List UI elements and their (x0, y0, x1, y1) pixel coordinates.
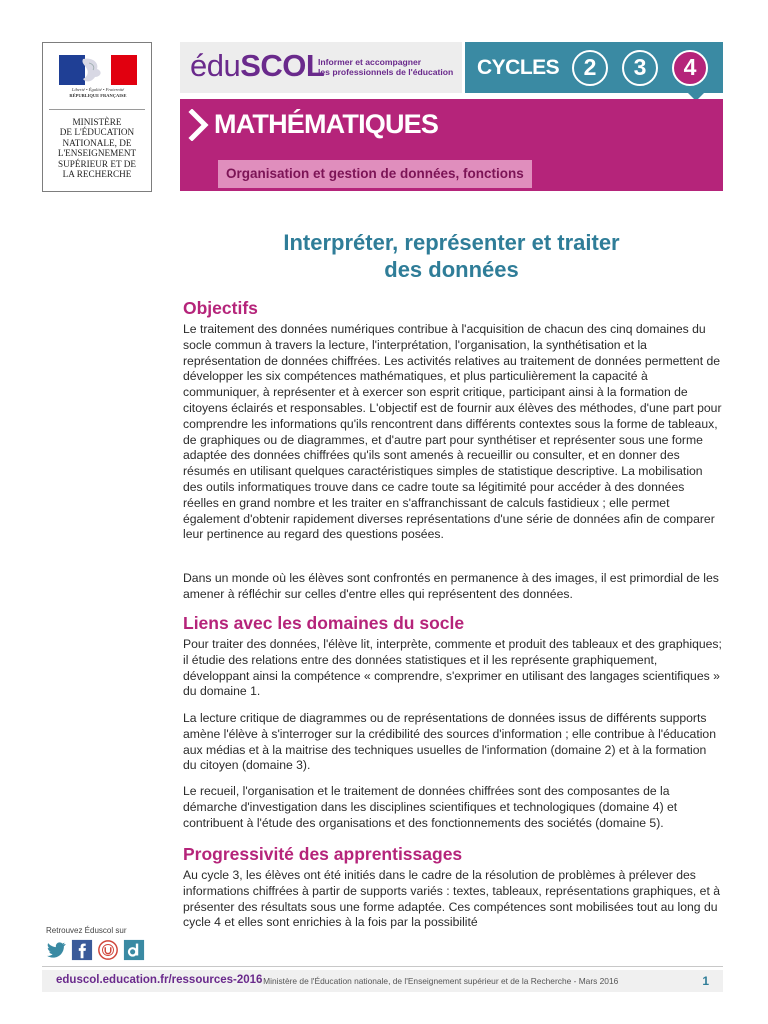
twitter-icon[interactable] (45, 939, 67, 961)
eduscol-tagline-line: les professionnels de l'éducation (318, 67, 454, 77)
ministry-line: DE L'ÉDUCATION (59, 127, 135, 138)
page-title (180, 229, 723, 283)
subject-band (180, 99, 723, 191)
cycle-2-badge: 2 (572, 50, 608, 86)
cycles-label: CYCLES (477, 56, 560, 79)
page-title-line: Interpréter, représenter et traiter (283, 230, 620, 255)
ministry-line: LA RECHERCHE (62, 169, 132, 180)
section-heading-progressivite: Progressivité des apprentissages (183, 844, 463, 864)
dailymotion-icon[interactable] (123, 939, 145, 961)
ministry-line: SUPÉRIEUR ET DE (58, 158, 136, 169)
footer-divider (42, 966, 723, 967)
page-title-line: des données (384, 257, 519, 282)
ministry-name (47, 117, 147, 179)
theme-label: Organisation et gestion de données, fonctions (218, 160, 532, 188)
ministry-logo (42, 42, 152, 192)
footer-link[interactable]: eduscol.education.fr/ressources-2016 (56, 974, 263, 986)
marianne-logo (59, 55, 137, 101)
logo-divider (49, 109, 145, 110)
social-label: Retrouvez Éduscol sur (46, 926, 127, 935)
marianne-flag-icon (59, 55, 137, 85)
paragraph: La lecture critique de diagrammes ou de représentations de données issus de différents supports amène l'élève à s'interroger sur la crédibilité des sources d'information ; elle contribue à l'éducation aux médias et à la maitrise des techniques usuelles de l'information (domaine 2) et à la formation du citoyen (domaine 3). (183, 711, 716, 773)
ministry-line: MINISTÈRE (72, 117, 122, 127)
paragraph: Le recueil, l'organisation et le traitement de données chiffrées sont des composantes de la démarche d'investigation dans les disciplines scientifiques et technologiques (domaine 4) et contribuent à l'étude des organisations et des fonctionnements des sociétés (domaine 5). (183, 784, 678, 830)
eduscol-logo (190, 48, 324, 84)
eduscol-logo-light: édu (190, 48, 241, 83)
paragraph: Le traitement des données numériques contribue à l'acquisition de chacun des cinq domaines du socle commun à travers la lecture, l'interprétation, l'organisation, la synthétisation et la représentation de données chiffrées. Les activités relatives au traitement de données permettent de développer les six compétences mathématiques, et plus particulièrement la capacité à communiquer, à représenter et à exercer son esprit critique, participant ainsi à la formation de citoyens éclairés et responsables. L'objectif est de fournir aux élèves des méthodes, d'une part pour comprendre les informations qu'ils rencontrent dans différents contextes sous la forme de tableaux, de graphiques ou de diagrammes, et d'autre part pour synthétiser et représenter sous une forme adaptée des données chiffrées qu'ils sont amenés à recueillir ou consulter, et en donner des résumés en utilisant quelques caractéristiques simples de statistique descriptive. La mobilisation des outils informatiques trouve dans ce cadre toute sa légitimité pour accéder à des données réelles en grand nombre et les traiter en s'affranchissant de calculs fastidieux ; elle permet également d'obtenir rapidement diverses représentations d'une série de données afin de comparer leur pertinence au regard des questions posées. (183, 322, 722, 542)
eduscol-logo-bold: SCOL (240, 48, 325, 83)
social-links (45, 939, 145, 961)
ministry-line: L'ENSEIGNEMENT (57, 148, 137, 159)
chevron-right-icon (188, 109, 210, 141)
paragraph: Dans un monde où les élèves sont confrontés en permanence à des images, il est primordial de les amener à réfléchir sur celles d'entre elles qui représentent des données. (183, 571, 719, 601)
facebook-icon[interactable] (71, 939, 93, 961)
paragraph: Au cycle 3, les élèves ont été initiés dans le cadre de la résolution de problèmes à prélever des informations chiffrées à partir de supports variés : textes, tableaux, représentations graphiques, et à présenter des résultats sous une forme adaptée. Ces compétences sont mobilisées tout au long du cycle 4 et elles sont enrichies à la fois par la possibilité (183, 868, 720, 930)
eduscol-tagline (318, 57, 463, 77)
cycles-banner (465, 42, 723, 93)
page-number: 1 (702, 974, 709, 988)
subject-title: MATHÉMATIQUES (214, 109, 439, 139)
section-heading-liens: Liens avec les domaines du socle (183, 613, 465, 633)
section-heading-objectifs: Objectifs (183, 298, 258, 318)
cycle-3-badge: 3 (622, 50, 658, 86)
canal-u-icon[interactable] (97, 939, 119, 961)
republic-name: RÉPUBLIQUE FRANÇAISE (69, 93, 127, 98)
republic-motto: Liberté • Égalité • Fraternité (71, 87, 125, 92)
eduscol-tagline-line: Informer et accompagner (318, 57, 422, 67)
eduscol-banner (180, 42, 462, 93)
footer-credits: - Ministère de l'Éducation nationale, de l'Enseignement supérieur et de la Recherche - Mars 2016 (258, 976, 619, 986)
footer (42, 970, 723, 992)
ministry-line: NATIONALE, DE (62, 137, 132, 148)
cycle-4-badge-active: 4 (672, 50, 708, 86)
paragraph: Pour traiter des données, l'élève lit, interprète, commente et produit des tableaux et des graphiques; il étudie des relations entre des données statistiques et il les représente graphiquement, développant ainsi la compétence « comprendre, s'exprimer en utilisant des langages scientifiques » du domaine 1. (183, 637, 722, 699)
